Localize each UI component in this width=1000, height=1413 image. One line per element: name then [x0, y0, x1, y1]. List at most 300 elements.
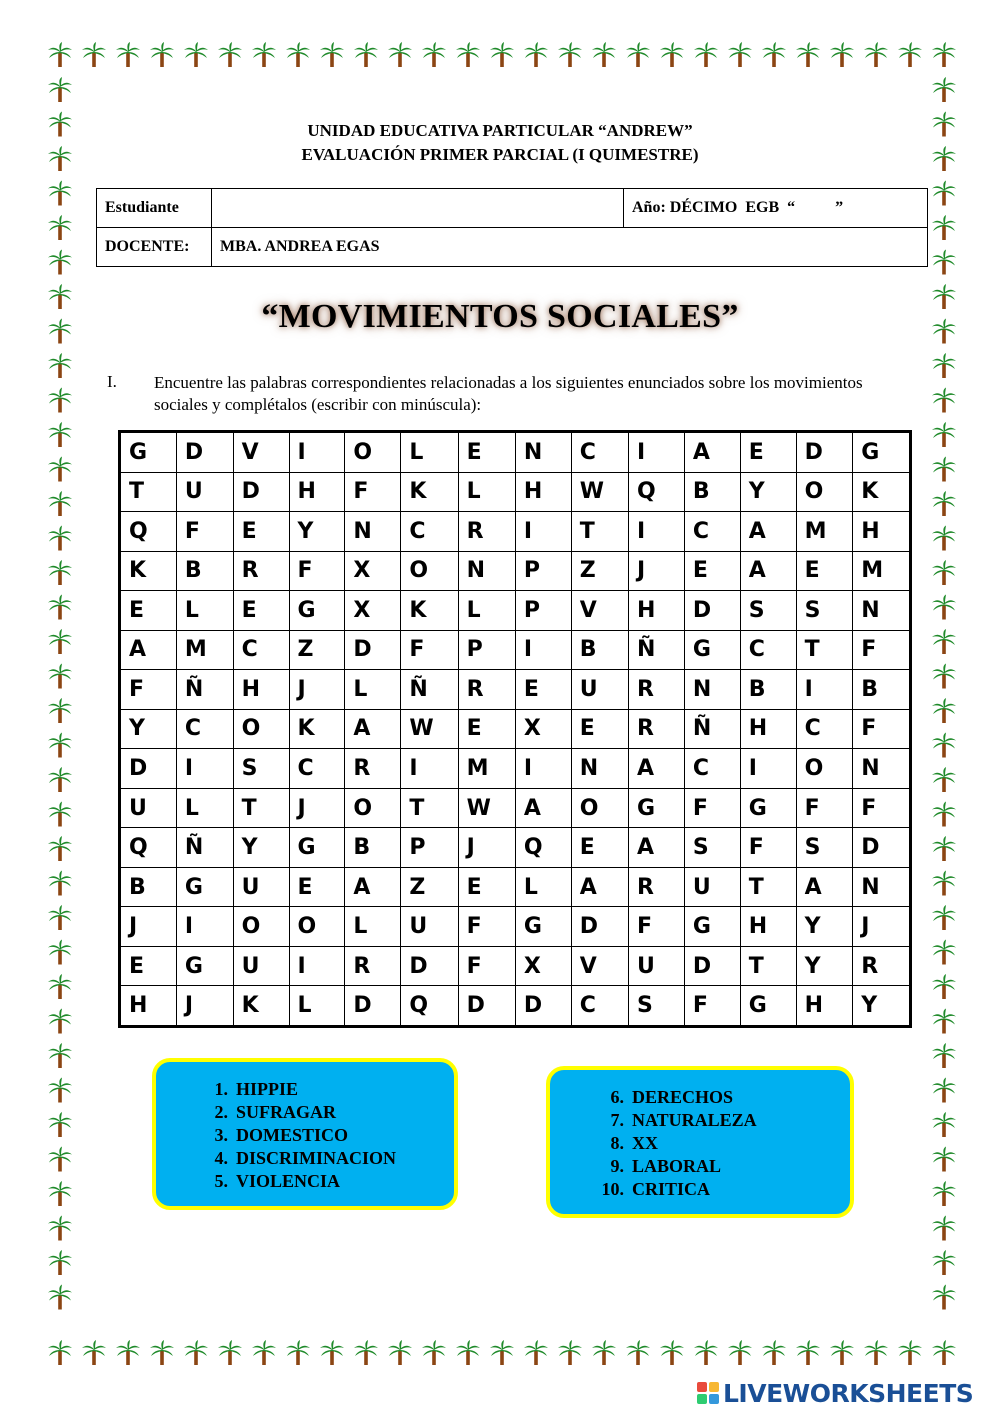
- palm-tree-icon: [48, 491, 72, 516]
- word-number: 10.: [601, 1179, 624, 1199]
- grid-cell[interactable]: L: [401, 432, 458, 473]
- grid-cell[interactable]: S: [684, 828, 740, 868]
- word-number: 6.: [610, 1087, 624, 1107]
- grid-cell[interactable]: H: [289, 472, 345, 512]
- palm-tree-icon: [48, 1216, 72, 1241]
- grid-cell[interactable]: T: [401, 788, 458, 828]
- grid-cell[interactable]: I: [629, 432, 685, 473]
- grid-cell[interactable]: O: [571, 788, 628, 828]
- word-number: 1.: [214, 1079, 228, 1099]
- palm-tree-icon: [388, 1340, 412, 1365]
- grid-cell[interactable]: G: [176, 867, 233, 907]
- grid-cell[interactable]: U: [233, 946, 289, 986]
- grid-cell[interactable]: P: [515, 551, 571, 591]
- grid-cell[interactable]: A: [629, 749, 685, 789]
- grid-cell[interactable]: E: [684, 551, 740, 591]
- grid-cell[interactable]: A: [796, 867, 853, 907]
- grid-cell[interactable]: D: [515, 986, 571, 1027]
- grid-cell[interactable]: C: [740, 630, 796, 670]
- palm-tree-icon: [48, 457, 72, 482]
- grid-cell[interactable]: B: [345, 828, 401, 868]
- grid-cell[interactable]: E: [120, 946, 177, 986]
- grid-cell[interactable]: O: [233, 907, 289, 947]
- grid-cell[interactable]: C: [571, 432, 628, 473]
- grid-cell[interactable]: F: [853, 630, 911, 670]
- grid-cell[interactable]: W: [458, 788, 515, 828]
- grid-cell[interactable]: G: [515, 907, 571, 947]
- grid-cell[interactable]: Y: [233, 828, 289, 868]
- palm-tree-icon: [48, 905, 72, 930]
- palm-tree-icon: [48, 1285, 72, 1310]
- palm-tree-icon: [218, 42, 242, 67]
- grid-cell[interactable]: D: [233, 472, 289, 512]
- grid-cell[interactable]: M: [796, 512, 853, 552]
- grid-cell[interactable]: H: [740, 907, 796, 947]
- palm-tree-icon: [932, 457, 956, 482]
- palm-tree-icon: [48, 1043, 72, 1068]
- grid-cell[interactable]: J: [853, 907, 911, 947]
- grid-cell[interactable]: E: [796, 551, 853, 591]
- grid-cell[interactable]: G: [853, 432, 911, 473]
- grid-cell[interactable]: S: [629, 986, 685, 1027]
- grid-cell[interactable]: R: [629, 670, 685, 710]
- grid-cell[interactable]: E: [571, 828, 628, 868]
- palm-tree-icon: [932, 871, 956, 896]
- grid-cell[interactable]: Y: [289, 512, 345, 552]
- grid-cell[interactable]: I: [515, 749, 571, 789]
- grid-cell[interactable]: A: [684, 432, 740, 473]
- grid-cell[interactable]: F: [289, 551, 345, 591]
- palm-tree-icon: [864, 1340, 888, 1365]
- grid-cell[interactable]: M: [853, 551, 911, 591]
- grid-cell[interactable]: E: [233, 591, 289, 631]
- grid-cell[interactable]: I: [796, 670, 853, 710]
- grid-cell[interactable]: P: [515, 591, 571, 631]
- grid-cell[interactable]: F: [629, 907, 685, 947]
- palm-tree-icon: [48, 629, 72, 654]
- grid-cell[interactable]: Y: [796, 907, 853, 947]
- palm-tree-icon: [932, 1043, 956, 1068]
- grid-cell[interactable]: G: [289, 591, 345, 631]
- grid-cell[interactable]: L: [176, 591, 233, 631]
- grid-cell[interactable]: O: [345, 788, 401, 828]
- grid-cell[interactable]: M: [176, 630, 233, 670]
- grid-cell[interactable]: W: [401, 709, 458, 749]
- word-search-grid: [118, 430, 912, 1028]
- grid-cell[interactable]: N: [853, 867, 911, 907]
- grid-cell[interactable]: O: [401, 551, 458, 591]
- grid-row: [120, 630, 911, 670]
- grid-cell[interactable]: N: [853, 749, 911, 789]
- grid-cell[interactable]: R: [233, 551, 289, 591]
- grid-cell[interactable]: K: [401, 591, 458, 631]
- grid-cell[interactable]: I: [401, 749, 458, 789]
- grid-cell[interactable]: H: [233, 670, 289, 710]
- grid-cell[interactable]: N: [571, 749, 628, 789]
- palm-tree-icon: [898, 42, 922, 67]
- grid-cell[interactable]: B: [684, 472, 740, 512]
- grid-cell[interactable]: K: [233, 986, 289, 1027]
- word-list-item: [198, 1078, 396, 1101]
- grid-cell[interactable]: D: [853, 828, 911, 868]
- word-number: 3.: [214, 1125, 228, 1145]
- grid-cell[interactable]: C: [233, 630, 289, 670]
- grid-cell[interactable]: C: [401, 512, 458, 552]
- grid-cell[interactable]: J: [176, 986, 233, 1027]
- grid-cell[interactable]: F: [684, 986, 740, 1027]
- grid-cell[interactable]: E: [120, 591, 177, 631]
- word-text: XX: [632, 1133, 658, 1153]
- grid-cell[interactable]: F: [853, 788, 911, 828]
- grid-cell[interactable]: R: [458, 670, 515, 710]
- grid-cell[interactable]: L: [458, 591, 515, 631]
- palm-tree-icon: [558, 42, 582, 67]
- liveworksheets-logo: [697, 1378, 973, 1408]
- grid-cell[interactable]: X: [515, 709, 571, 749]
- word-list-item: [594, 1109, 757, 1132]
- grid-cell[interactable]: Z: [289, 630, 345, 670]
- grid-cell[interactable]: O: [345, 432, 401, 473]
- grid-cell[interactable]: C: [796, 709, 853, 749]
- palm-tree-icon: [932, 1340, 956, 1365]
- grid-cell[interactable]: R: [458, 512, 515, 552]
- grid-cell[interactable]: D: [345, 986, 401, 1027]
- grid-cell[interactable]: J: [289, 788, 345, 828]
- grid-cell[interactable]: B: [853, 670, 911, 710]
- grid-cell[interactable]: U: [176, 472, 233, 512]
- grid-cell[interactable]: L: [176, 788, 233, 828]
- grid-cell[interactable]: Y: [120, 709, 177, 749]
- grid-cell[interactable]: Y: [796, 946, 853, 986]
- grid-cell[interactable]: S: [796, 828, 853, 868]
- grid-row: [120, 867, 911, 907]
- grid-cell[interactable]: X: [345, 551, 401, 591]
- grid-cell[interactable]: E: [289, 867, 345, 907]
- grid-cell[interactable]: F: [458, 907, 515, 947]
- grid-cell[interactable]: X: [345, 591, 401, 631]
- grid-cell[interactable]: F: [853, 709, 911, 749]
- teacher-label: DOCENTE:: [97, 228, 212, 267]
- grid-cell[interactable]: Y: [853, 986, 911, 1027]
- grid-cell[interactable]: Ñ: [629, 630, 685, 670]
- grid-cell[interactable]: I: [740, 749, 796, 789]
- grid-cell[interactable]: D: [684, 591, 740, 631]
- grid-cell[interactable]: A: [740, 512, 796, 552]
- grid-cell[interactable]: K: [289, 709, 345, 749]
- palm-tree-icon: [932, 836, 956, 861]
- grid-cell[interactable]: Z: [401, 867, 458, 907]
- grid-cell[interactable]: H: [629, 591, 685, 631]
- grid-cell[interactable]: Q: [120, 512, 177, 552]
- word-list-item: [594, 1132, 757, 1155]
- grid-cell[interactable]: W: [571, 472, 628, 512]
- palm-tree-icon: [388, 42, 412, 67]
- grid-cell[interactable]: Ñ: [684, 709, 740, 749]
- grid-cell[interactable]: Ñ: [176, 828, 233, 868]
- grid-cell[interactable]: D: [684, 946, 740, 986]
- word-number: 2.: [214, 1102, 228, 1122]
- grid-cell[interactable]: A: [345, 709, 401, 749]
- palm-tree-icon: [48, 802, 72, 827]
- grid-cell[interactable]: S: [740, 591, 796, 631]
- grid-cell[interactable]: Z: [571, 551, 628, 591]
- palm-tree-icon: [932, 940, 956, 965]
- liveworksheets-logo-icon: [697, 1382, 719, 1404]
- grid-cell[interactable]: A: [571, 867, 628, 907]
- word-text: LABORAL: [632, 1156, 722, 1176]
- school-name: UNIDAD EDUCATIVA PARTICULAR “ANDREW”: [307, 121, 693, 140]
- instruction-number: I.: [107, 372, 117, 391]
- grid-cell[interactable]: E: [740, 432, 796, 473]
- palm-tree-icon: [626, 42, 650, 67]
- grid-cell[interactable]: C: [176, 709, 233, 749]
- palm-tree-icon: [48, 1340, 72, 1365]
- grid-cell[interactable]: K: [120, 551, 177, 591]
- grid-cell[interactable]: P: [401, 828, 458, 868]
- grid-cell[interactable]: Q: [120, 828, 177, 868]
- grid-cell[interactable]: E: [458, 867, 515, 907]
- grid-cell[interactable]: A: [515, 788, 571, 828]
- word-text: CRITICA: [632, 1179, 711, 1199]
- grid-cell[interactable]: Q: [401, 986, 458, 1027]
- grid-cell[interactable]: O: [233, 709, 289, 749]
- grid-cell[interactable]: H: [120, 986, 177, 1027]
- grid-cell[interactable]: H: [740, 709, 796, 749]
- grid-cell[interactable]: G: [684, 630, 740, 670]
- grid-cell[interactable]: H: [796, 986, 853, 1027]
- grid-cell[interactable]: T: [740, 946, 796, 986]
- grid-cell[interactable]: O: [796, 749, 853, 789]
- word-text: DISCRIMINACION: [236, 1148, 397, 1168]
- grid-cell[interactable]: N: [515, 432, 571, 473]
- palm-tree-icon: [558, 1340, 582, 1365]
- grid-cell[interactable]: T: [571, 512, 628, 552]
- student-info-table: [96, 188, 928, 267]
- grid-cell[interactable]: T: [233, 788, 289, 828]
- grid-cell[interactable]: I: [515, 630, 571, 670]
- grid-cell[interactable]: I: [289, 432, 345, 473]
- grid-cell[interactable]: G: [740, 986, 796, 1027]
- palm-tree-icon: [48, 181, 72, 206]
- grid-cell[interactable]: E: [233, 512, 289, 552]
- grid-cell[interactable]: I: [176, 749, 233, 789]
- grid-cell[interactable]: A: [629, 828, 685, 868]
- grid-cell[interactable]: O: [289, 907, 345, 947]
- grid-cell[interactable]: L: [515, 867, 571, 907]
- palm-tree-icon: [320, 1340, 344, 1365]
- grid-cell[interactable]: Q: [515, 828, 571, 868]
- word-text: NATURALEZA: [632, 1110, 757, 1130]
- grid-cell[interactable]: G: [629, 788, 685, 828]
- grid-cell[interactable]: R: [345, 946, 401, 986]
- grid-cell[interactable]: D: [120, 749, 177, 789]
- grid-cell[interactable]: S: [796, 591, 853, 631]
- grid-cell[interactable]: B: [571, 630, 628, 670]
- grid-cell[interactable]: F: [120, 670, 177, 710]
- grid-cell[interactable]: A: [740, 551, 796, 591]
- grid-cell[interactable]: H: [853, 512, 911, 552]
- grid-cell[interactable]: D: [176, 432, 233, 473]
- grid-cell[interactable]: K: [853, 472, 911, 512]
- grid-cell[interactable]: B: [740, 670, 796, 710]
- grid-cell[interactable]: B: [120, 867, 177, 907]
- grid-cell[interactable]: J: [629, 551, 685, 591]
- grid-cell[interactable]: L: [289, 986, 345, 1027]
- palm-tree-icon: [932, 1250, 956, 1275]
- grid-cell[interactable]: S: [233, 749, 289, 789]
- grid-cell[interactable]: D: [796, 432, 853, 473]
- word-number: 5.: [214, 1171, 228, 1191]
- palm-tree-icon: [286, 42, 310, 67]
- palm-tree-icon: [830, 1340, 854, 1365]
- grid-row: [120, 591, 911, 631]
- grid-cell[interactable]: N: [853, 591, 911, 631]
- grid-cell[interactable]: T: [796, 630, 853, 670]
- palm-tree-icon: [762, 42, 786, 67]
- grid-row: [120, 512, 911, 552]
- palm-tree-icon: [48, 1009, 72, 1034]
- grid-cell[interactable]: D: [458, 986, 515, 1027]
- grid-row: [120, 907, 911, 947]
- palm-tree-icon: [932, 1147, 956, 1172]
- grid-cell[interactable]: L: [345, 907, 401, 947]
- palm-tree-icon: [48, 560, 72, 585]
- grid-cell[interactable]: E: [515, 670, 571, 710]
- grid-cell[interactable]: R: [629, 867, 685, 907]
- grid-cell[interactable]: N: [345, 512, 401, 552]
- grid-cell[interactable]: G: [289, 828, 345, 868]
- word-list-item: [198, 1170, 396, 1193]
- word-number: 7.: [610, 1110, 624, 1130]
- grid-cell[interactable]: E: [458, 432, 515, 473]
- palm-tree-icon: [48, 353, 72, 378]
- grid-cell[interactable]: F: [684, 788, 740, 828]
- grid-cell[interactable]: F: [345, 472, 401, 512]
- palm-tree-icon: [286, 1340, 310, 1365]
- grid-cell[interactable]: V: [571, 591, 628, 631]
- palm-tree-icon: [48, 836, 72, 861]
- grid-cell[interactable]: F: [740, 828, 796, 868]
- grid-row: [120, 551, 911, 591]
- palm-tree-icon: [932, 560, 956, 585]
- grid-cell[interactable]: U: [629, 946, 685, 986]
- grid-cell[interactable]: I: [629, 512, 685, 552]
- palm-tree-icon: [592, 1340, 616, 1365]
- palm-tree-icon: [422, 1340, 446, 1365]
- palm-tree-icon: [82, 1340, 106, 1365]
- grid-cell[interactable]: I: [515, 512, 571, 552]
- grid-cell[interactable]: G: [684, 907, 740, 947]
- grid-cell[interactable]: F: [176, 512, 233, 552]
- grid-cell[interactable]: F: [796, 788, 853, 828]
- palm-tree-icon: [184, 1340, 208, 1365]
- grid-cell[interactable]: Y: [740, 472, 796, 512]
- grid-cell[interactable]: E: [571, 709, 628, 749]
- grid-cell[interactable]: J: [458, 828, 515, 868]
- grid-cell[interactable]: M: [458, 749, 515, 789]
- palm-tree-icon: [48, 664, 72, 689]
- word-text: VIOLENCIA: [236, 1171, 341, 1191]
- grid-cell[interactable]: L: [458, 472, 515, 512]
- palm-tree-icon: [456, 1340, 480, 1365]
- grid-cell[interactable]: X: [515, 946, 571, 986]
- grid-cell[interactable]: E: [458, 709, 515, 749]
- palm-tree-icon: [660, 1340, 684, 1365]
- grid-cell[interactable]: A: [345, 867, 401, 907]
- palm-tree-icon: [592, 42, 616, 67]
- grid-cell[interactable]: P: [458, 630, 515, 670]
- grid-cell[interactable]: D: [345, 630, 401, 670]
- palm-tree-icon: [48, 526, 72, 551]
- palm-tree-icon: [932, 698, 956, 723]
- grid-cell[interactable]: U: [120, 788, 177, 828]
- grid-cell[interactable]: O: [796, 472, 853, 512]
- grid-cell[interactable]: D: [401, 946, 458, 986]
- grid-cell[interactable]: G: [120, 432, 177, 473]
- grid-cell[interactable]: F: [401, 630, 458, 670]
- grid-cell[interactable]: N: [458, 551, 515, 591]
- grid-cell[interactable]: R: [345, 749, 401, 789]
- grid-cell[interactable]: B: [176, 551, 233, 591]
- grid-cell[interactable]: T: [120, 472, 177, 512]
- grid-cell[interactable]: U: [233, 867, 289, 907]
- palm-tree-icon: [898, 1340, 922, 1365]
- grid-row: [120, 472, 911, 512]
- grid-cell[interactable]: V: [571, 946, 628, 986]
- palm-tree-icon: [830, 42, 854, 67]
- grid-cell[interactable]: N: [684, 670, 740, 710]
- palm-tree-icon: [932, 388, 956, 413]
- grid-cell[interactable]: J: [120, 907, 177, 947]
- grid-cell[interactable]: J: [289, 670, 345, 710]
- grid-cell[interactable]: U: [684, 867, 740, 907]
- grid-cell[interactable]: K: [401, 472, 458, 512]
- palm-tree-icon: [48, 1250, 72, 1275]
- grid-cell[interactable]: A: [120, 630, 177, 670]
- grid-cell[interactable]: T: [740, 867, 796, 907]
- grid-cell[interactable]: I: [289, 946, 345, 986]
- student-field[interactable]: [212, 189, 624, 228]
- palm-tree-icon: [932, 629, 956, 654]
- grid-cell[interactable]: Q: [629, 472, 685, 512]
- grid-cell[interactable]: C: [289, 749, 345, 789]
- palm-tree-icon: [48, 422, 72, 447]
- grid-cell[interactable]: R: [629, 709, 685, 749]
- palm-tree-icon: [932, 250, 956, 275]
- grid-cell[interactable]: G: [176, 946, 233, 986]
- palm-tree-icon: [490, 1340, 514, 1365]
- grid-cell[interactable]: G: [740, 788, 796, 828]
- grid-cell[interactable]: C: [571, 986, 628, 1027]
- grid-cell[interactable]: F: [458, 946, 515, 986]
- grid-cell[interactable]: L: [345, 670, 401, 710]
- grid-cell[interactable]: D: [571, 907, 628, 947]
- grid-cell[interactable]: H: [515, 472, 571, 512]
- grid-cell[interactable]: V: [233, 432, 289, 473]
- palm-tree-icon: [932, 77, 956, 102]
- exam-name: EVALUACIÓN PRIMER PARCIAL (I QUIMESTRE): [301, 145, 699, 164]
- grid-cell[interactable]: U: [401, 907, 458, 947]
- grid-cell[interactable]: Ñ: [176, 670, 233, 710]
- word-number: 8.: [610, 1133, 624, 1153]
- grid-cell[interactable]: I: [176, 907, 233, 947]
- grid-cell[interactable]: Ñ: [401, 670, 458, 710]
- grid-cell[interactable]: C: [684, 512, 740, 552]
- grid-cell[interactable]: R: [853, 946, 911, 986]
- grid-cell[interactable]: U: [571, 670, 628, 710]
- grid-cell[interactable]: C: [684, 749, 740, 789]
- palm-tree-icon: [932, 1078, 956, 1103]
